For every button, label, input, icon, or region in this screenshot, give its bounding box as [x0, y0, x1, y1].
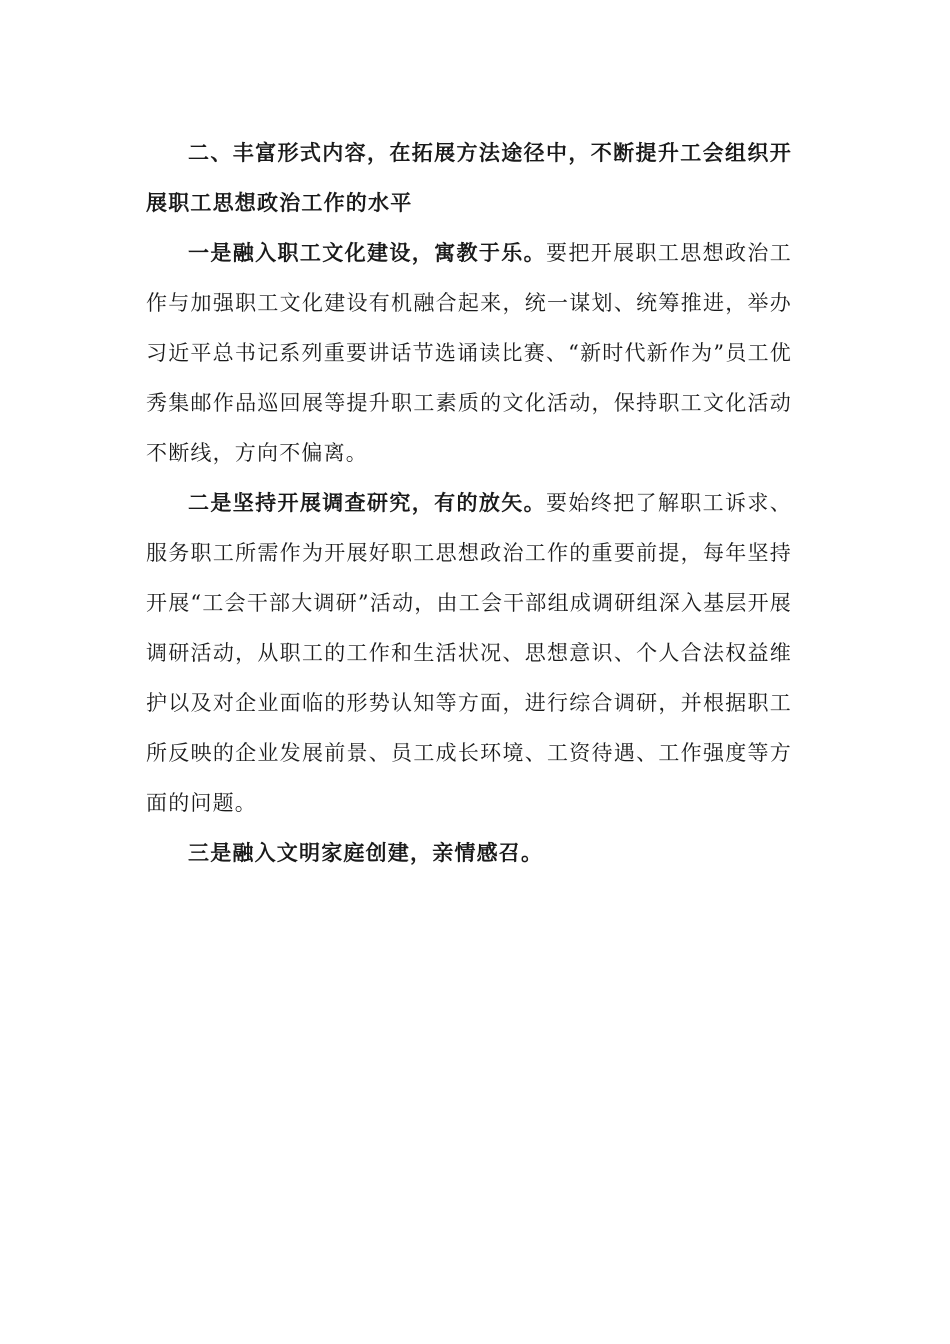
paragraph-2-body: 要始终把了解职工诉求、服务职工所需作为开展好职工思想政治工作的重要前提，每年坚持开展“工会干部大调研”活动，由工会干部组成调研组深入基层开展调研活动，从职工的工作和生活状况、思想意识、个人合法权益维护以及对企业面临的形势认知等方面，进行综合调研，并根据职工所反映的企业发展前景、员工成长环境、工资待遇、工作强度等方面的问题。 — [146, 491, 792, 815]
document-page — [146, 128, 792, 878]
paragraph-1-lead: 一是融入职工文化建设，寓教于乐。 — [188, 240, 547, 265]
paragraph-3 — [146, 828, 792, 878]
section-heading: 二、丰富形式内容，在拓展方法途径中，不断提升工会组织开展职工思想政治工作的水平 — [146, 140, 792, 215]
paragraph-1 — [146, 228, 792, 478]
paragraph-2-lead: 二是坚持开展调查研究，有的放矢。 — [188, 490, 547, 515]
paragraph-2 — [146, 478, 792, 828]
paragraph-3-lead: 三是融入文明家庭创建，亲情感召。 — [188, 840, 544, 865]
paragraph-1-body: 要把开展职工思想政治工作与加强职工文化建设有机融合起来，统一谋划、统筹推进，举办习近平总书记系列重要讲话节选诵读比赛、“新时代新作为”员工优秀集邮作品巡回展等提升职工素质的文化活动，保持职工文化活动不断线，方向不偏离。 — [146, 241, 792, 465]
